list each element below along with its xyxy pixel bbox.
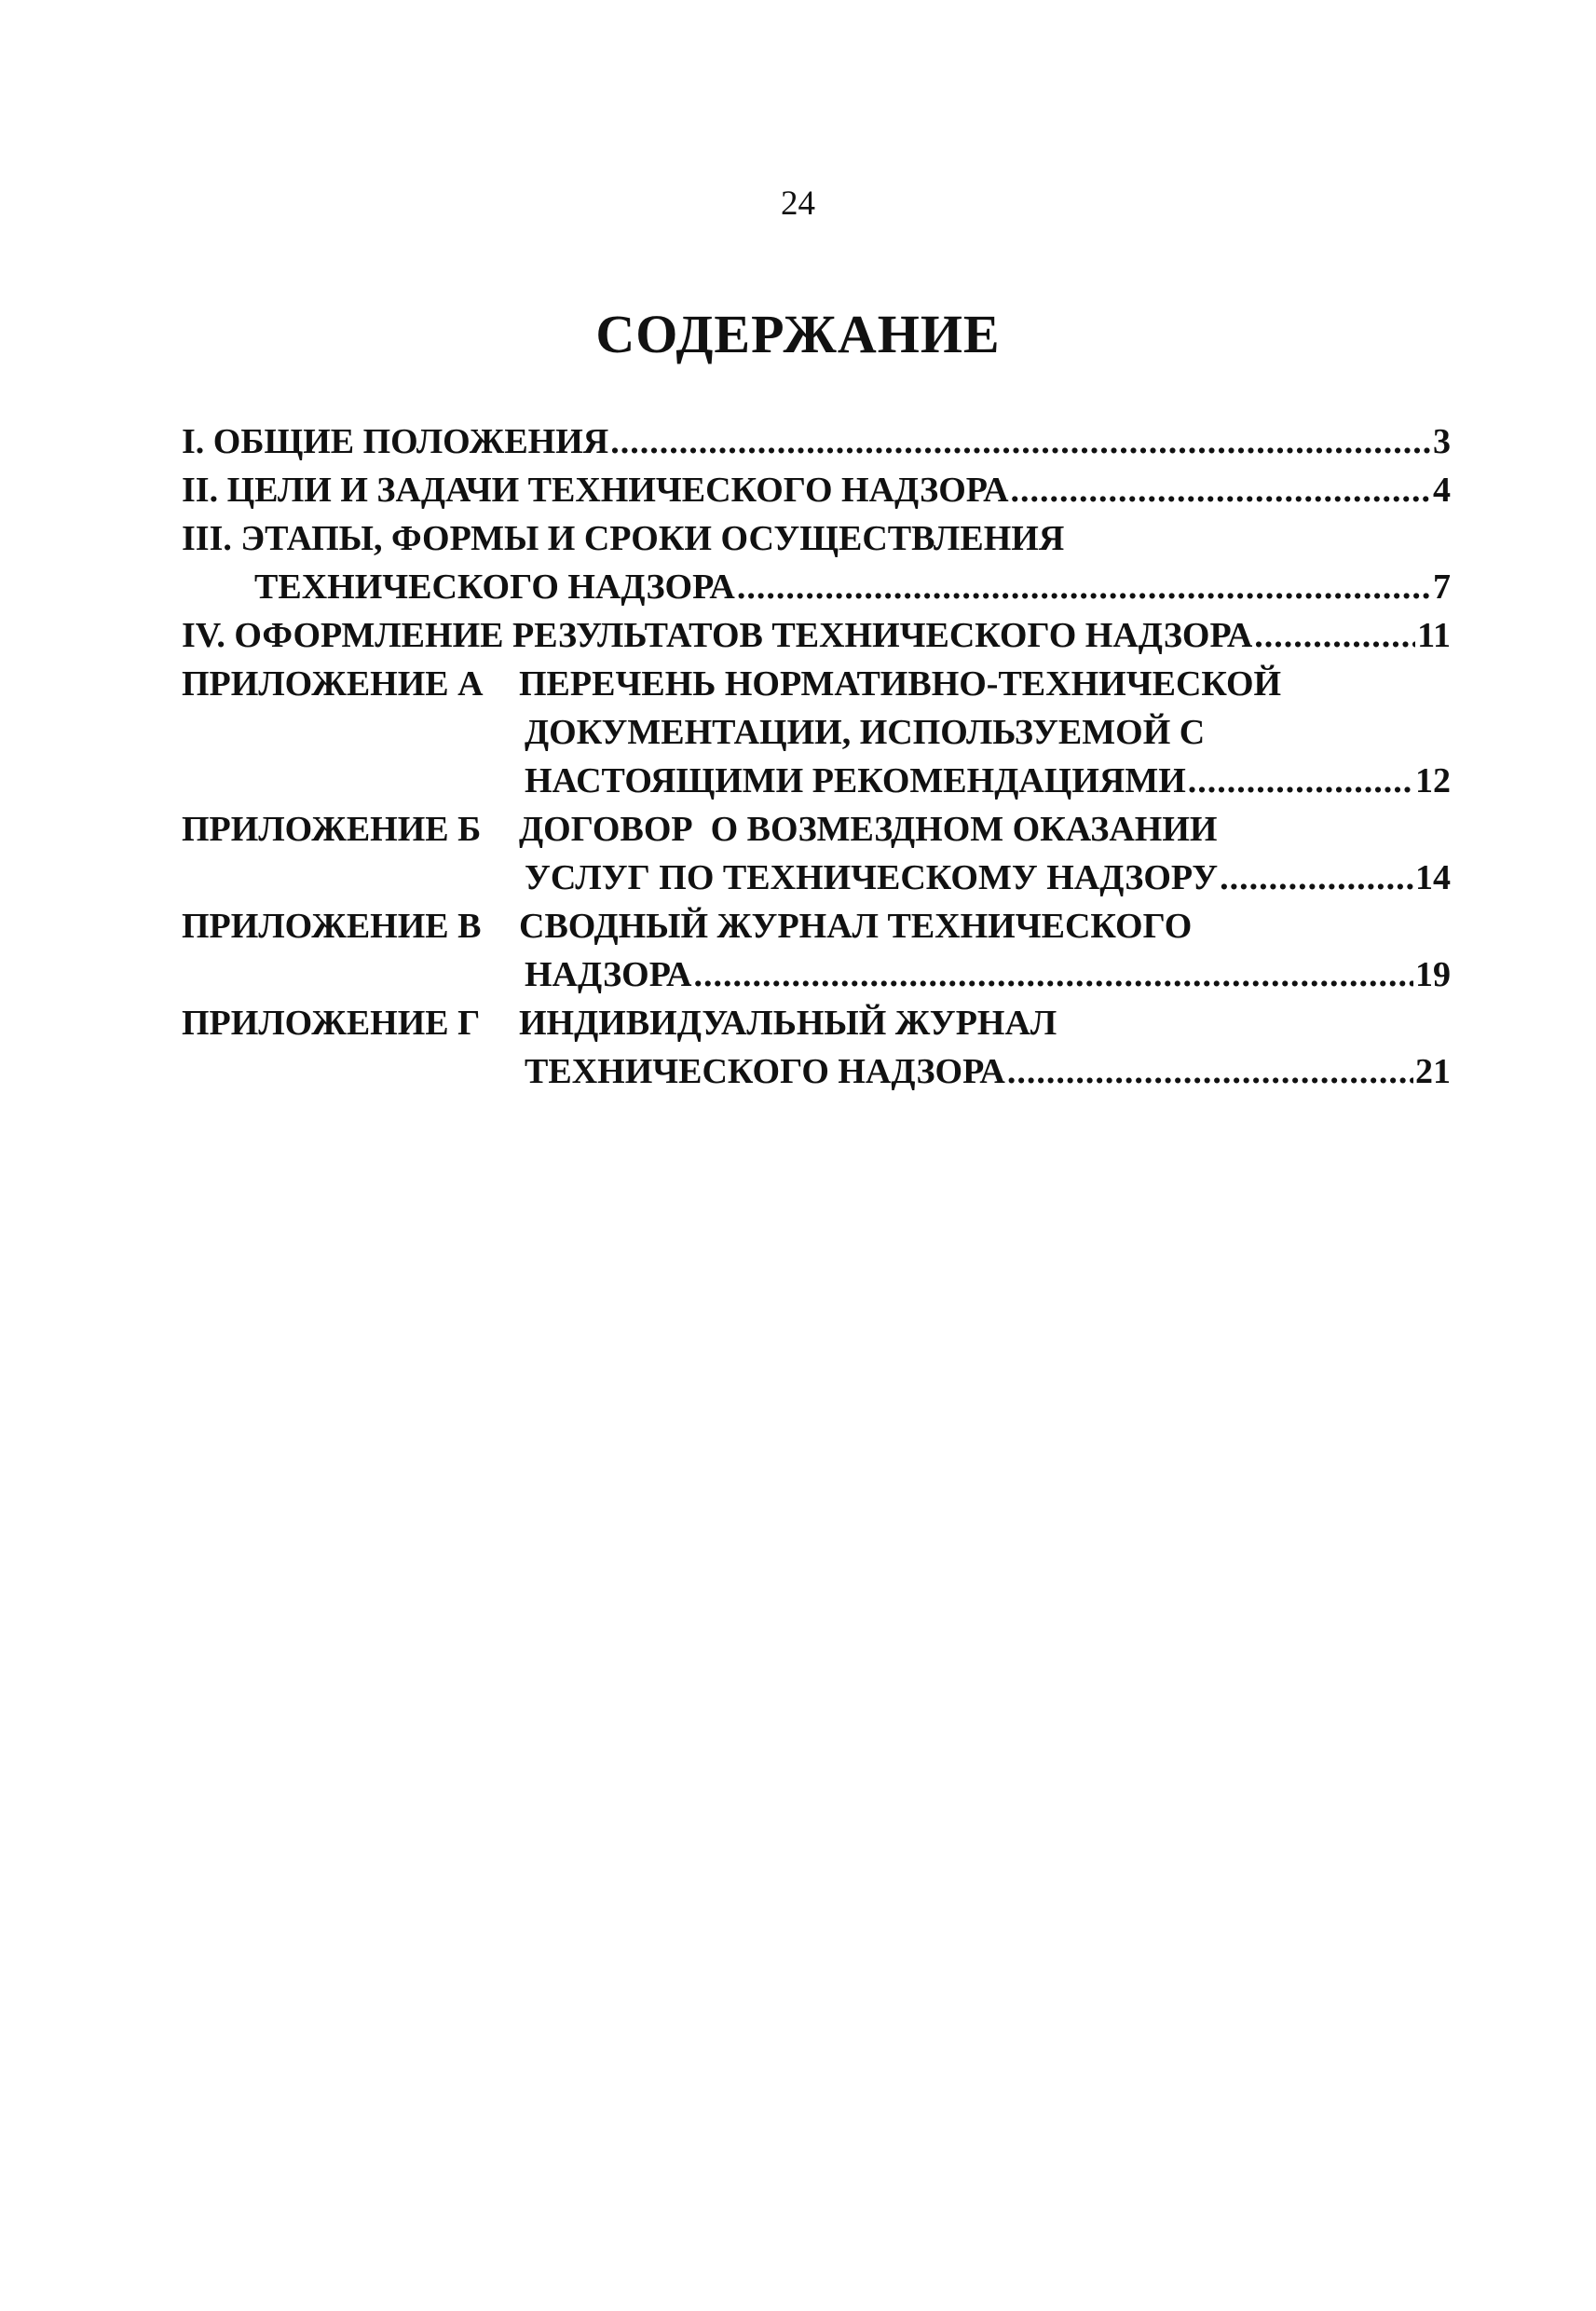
- toc-entry-appendix-g: [182, 999, 1451, 1096]
- toc-entry-text: ДОКУМЕНТАЦИИ, ИСПОЛЬЗУЕМОЙ С: [525, 713, 1206, 752]
- toc-page-number: 7: [1433, 567, 1451, 607]
- toc-entry-section-3: [182, 514, 1451, 611]
- toc-page-number: 21: [1415, 1052, 1451, 1091]
- toc-page-number: 12: [1415, 761, 1451, 800]
- appendix-label: ПРИЛОЖЕНИЕ Б: [182, 810, 482, 849]
- dot-leader: [1011, 466, 1431, 514]
- dot-leader: [1188, 757, 1413, 805]
- toc-entry-appendix-v: [182, 902, 1451, 999]
- toc-entry-text: ДОГОВОР О ВОЗМЕЗДНОМ ОКАЗАНИИ: [519, 810, 1218, 849]
- toc-entry-text: IV. ОФОРМЛЕНИЕ РЕЗУЛЬТАТОВ ТЕХНИЧЕСКОГО НАДЗОРА: [182, 616, 1253, 655]
- toc-entry-text: НАДЗОРА: [525, 955, 692, 994]
- page-number: 24: [781, 185, 815, 223]
- dot-leader: [1254, 611, 1415, 660]
- toc-entry-text: I. ОБЩИЕ ПОЛОЖЕНИЯ: [182, 422, 609, 461]
- appendix-label: ПРИЛОЖЕНИЕ А: [182, 664, 484, 704]
- toc-page-number: 4: [1433, 471, 1451, 510]
- toc-entry-text: СВОДНЫЙ ЖУРНАЛ ТЕХНИЧЕСКОГО: [519, 907, 1193, 946]
- dot-leader: [1007, 1047, 1413, 1096]
- toc-entry-text: УСЛУГ ПО ТЕХНИЧЕСКОМУ НАДЗОРУ: [525, 858, 1219, 897]
- dot-leader: [1220, 854, 1413, 902]
- toc-entry-text: НАСТОЯЩИМИ РЕКОМЕНДАЦИЯМИ: [525, 761, 1186, 800]
- toc-entry-section-4: [182, 611, 1451, 660]
- toc-entry-section-2: [182, 466, 1451, 514]
- toc-entry-appendix-b: [182, 805, 1451, 902]
- dot-leader: [737, 563, 1431, 611]
- appendix-label: ПРИЛОЖЕНИЕ В: [182, 907, 482, 946]
- toc-entry-text: ТЕХНИЧЕСКОГО НАДЗОРА: [254, 567, 735, 607]
- toc-entry-text: II. ЦЕЛИ И ЗАДАЧИ ТЕХНИЧЕСКОГО НАДЗОРА: [182, 471, 1009, 510]
- toc-entry-text: ИНДИВИДУАЛЬНЫЙ ЖУРНАЛ: [519, 1004, 1057, 1043]
- dot-leader: [610, 417, 1431, 466]
- toc-page-number: 19: [1415, 955, 1451, 994]
- page-title: СОДЕРЖАНИЕ: [595, 304, 1001, 364]
- toc-entry-text: III. ЭТАПЫ, ФОРМЫ И СРОКИ ОСУЩЕСТВЛЕНИЯ: [182, 519, 1065, 558]
- toc-entry-section-1: [182, 417, 1451, 466]
- toc-entry-text: ПЕРЕЧЕНЬ НОРМАТИВНО-ТЕХНИЧЕСКОЙ: [519, 664, 1282, 704]
- table-of-contents: [182, 417, 1451, 1096]
- appendix-label: ПРИЛОЖЕНИЕ Г: [182, 1004, 481, 1043]
- toc-page-number: 3: [1433, 422, 1451, 461]
- toc-entry-text: ТЕХНИЧЕСКОГО НАДЗОРА: [525, 1052, 1005, 1091]
- dot-leader: [694, 950, 1414, 999]
- toc-page-number: 11: [1417, 616, 1451, 655]
- toc-entry-appendix-a: [182, 660, 1451, 805]
- toc-page-number: 14: [1415, 858, 1451, 897]
